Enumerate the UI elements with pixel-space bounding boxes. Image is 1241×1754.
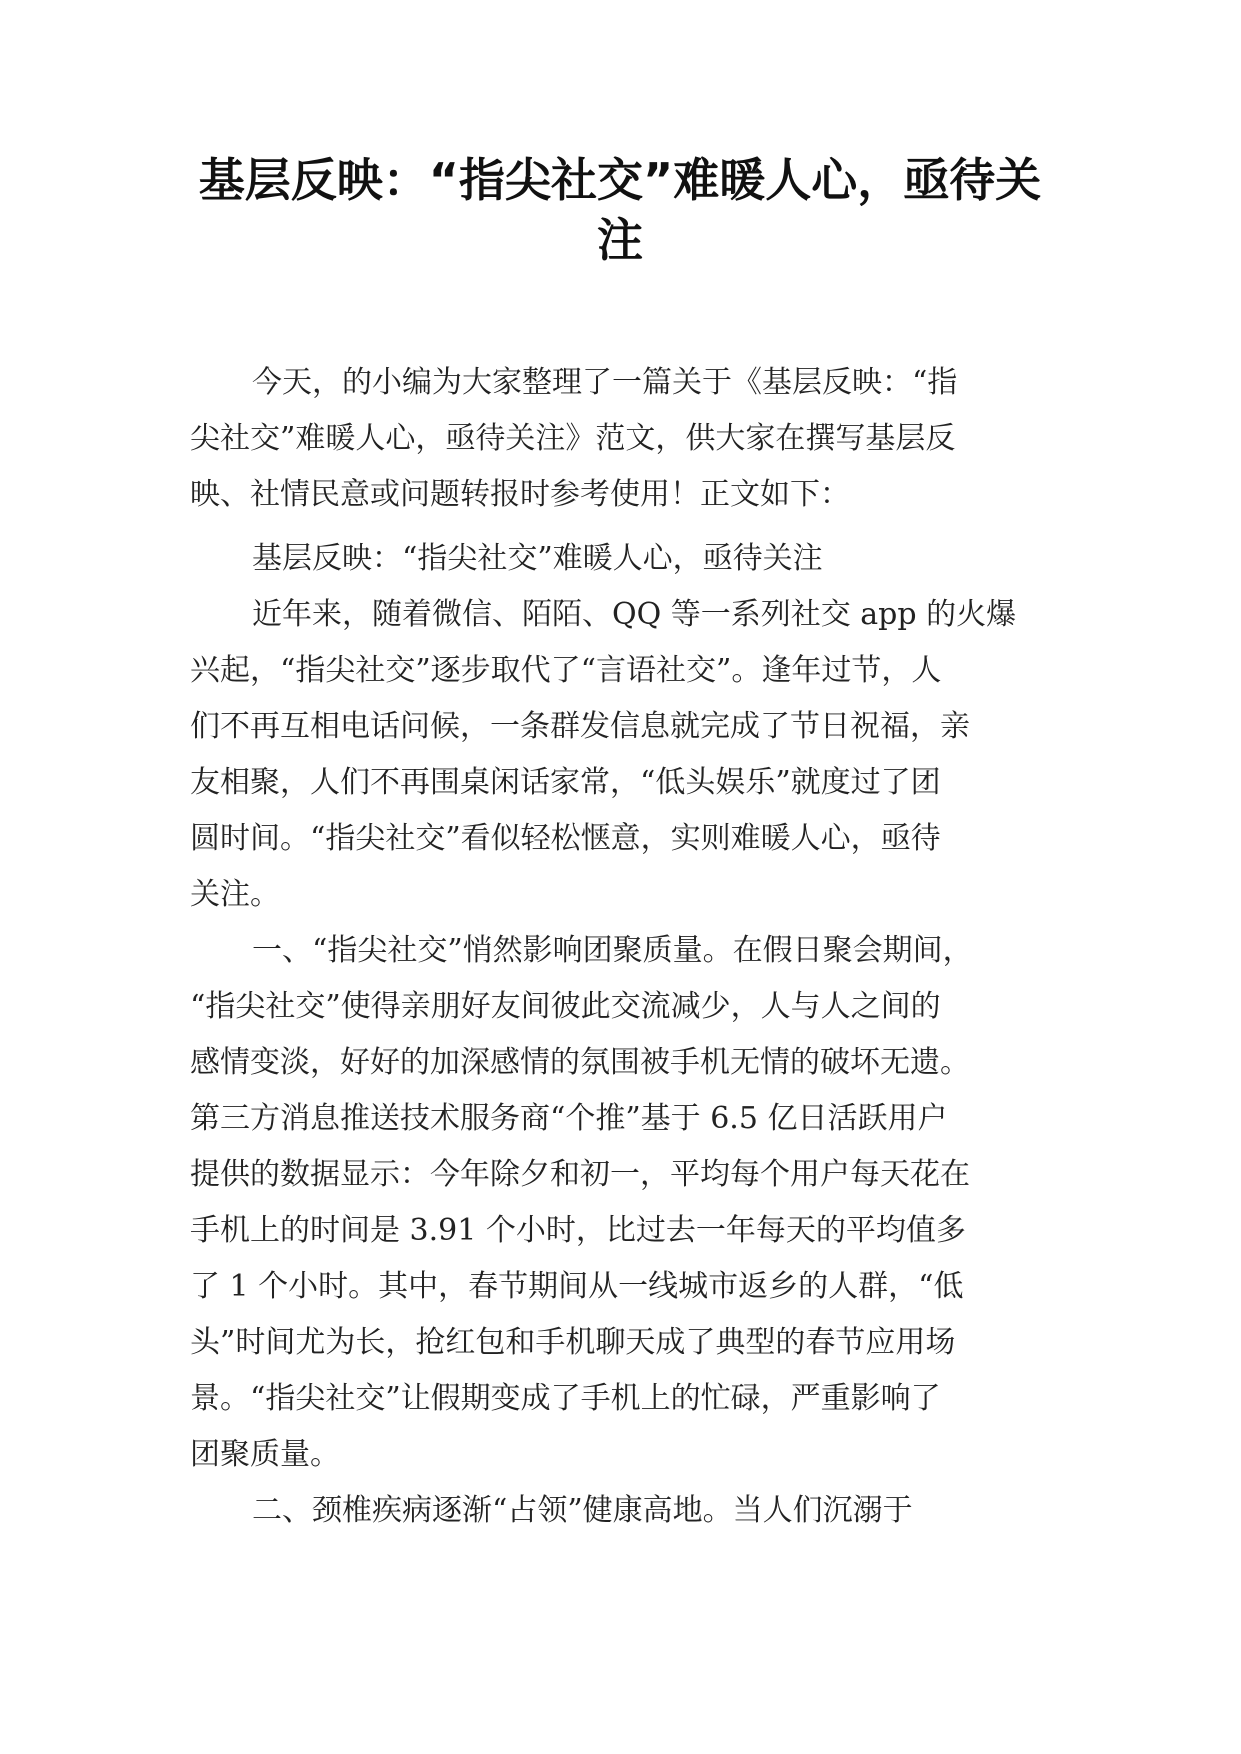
document-title	[160, 150, 1080, 270]
body-line: 今天，的小编为大家整理了一篇关于《基层反映：“指	[252, 365, 958, 400]
body-line: 们不再互相电话问候，一条群发信息就完成了节日祝福，亲	[190, 709, 970, 744]
title-line: 注	[597, 213, 643, 267]
body-line: 近年来，随着微信、陌陌、QQ 等一系列社交 app 的火爆	[252, 597, 1017, 632]
body-line: 团聚质量。	[190, 1437, 340, 1472]
body-line: 映、社情民意或问题转报时参考使用！正文如下：	[190, 477, 850, 512]
body-line: 提供的数据显示：今年除夕和初一，平均每个用户每天花在	[190, 1157, 970, 1192]
body-line: 景。“指尖社交”让假期变成了手机上的忙碌，严重影响了	[190, 1381, 941, 1416]
body-line: “指尖社交”使得亲朋好友间彼此交流减少，人与人之间的	[190, 989, 941, 1024]
body-line: 第三方消息推送技术服务商“个推”基于 6.5 亿日活跃用户	[190, 1101, 948, 1136]
body-line: 尖社交”难暖人心，亟待关注》范文，供大家在撰写基层反	[190, 421, 956, 456]
body-line: 基层反映：“指尖社交”难暖人心，亟待关注	[252, 541, 823, 576]
title-line: 基层反映：“指尖社交”难暖人心，亟待关	[198, 153, 1042, 207]
body-line: 感情变淡，好好的加深感情的氛围被手机无情的破坏无遗。	[190, 1045, 970, 1080]
body-line: 关注。	[190, 877, 280, 912]
body-line: 了 1 个小时。其中，春节期间从一线城市返乡的人群，“低	[190, 1269, 964, 1304]
body-line: 圆时间。“指尖社交”看似轻松惬意，实则难暖人心，亟待	[190, 821, 941, 856]
body-line: 头”时间尤为长，抢红包和手机聊天成了典型的春节应用场	[190, 1325, 956, 1360]
body-line: 一、“指尖社交”悄然影响团聚质量。在假日聚会期间，	[252, 933, 973, 968]
body-line: 手机上的时间是 3.91 个小时，比过去一年每天的平均值多	[190, 1213, 966, 1248]
body-line: 友相聚，人们不再围桌闲话家常，“低头娱乐”就度过了团	[190, 765, 941, 800]
document-body	[190, 355, 1085, 1539]
body-line: 兴起，“指尖社交”逐步取代了“言语社交”。逢年过节，人	[190, 653, 942, 688]
body-line: 二、颈椎疾病逐渐“占领”健康高地。当人们沉溺于	[252, 1493, 913, 1528]
